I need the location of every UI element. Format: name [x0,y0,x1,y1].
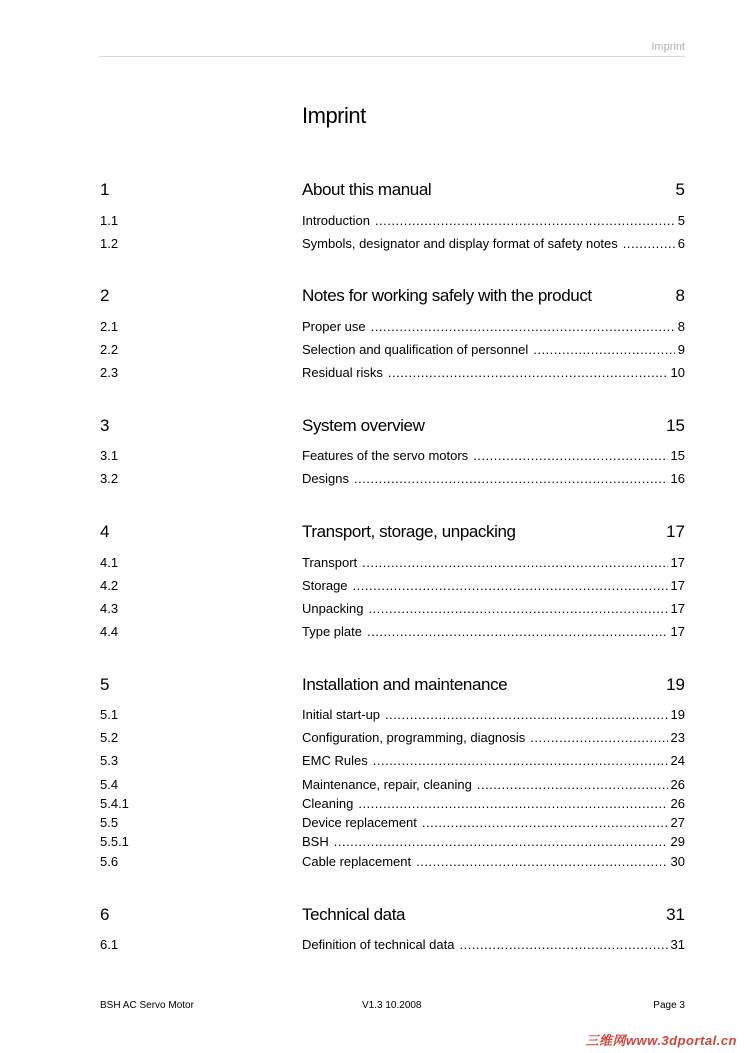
dot-leader [354,471,668,486]
chapter-number: 3 [100,416,110,435]
section-number: 5.6 [100,854,119,869]
footer-version: V1.3 10.2008 [362,1000,422,1011]
section-number: 5.4.1 [100,796,129,811]
toc-section[interactable] [0,342,745,362]
section-number: 4.2 [100,578,119,593]
header-divider [99,56,685,57]
section-title: Device replacement [302,815,417,830]
chapter-number: 2 [100,286,110,305]
dot-leader [388,365,668,380]
dot-leader [367,624,668,639]
chapter-page: 19 [666,675,685,694]
chapter-page: 5 [675,180,685,199]
dot-leader [362,555,667,570]
toc-section[interactable] [0,601,745,621]
chapter-title: Transport, storage, unpacking [302,522,516,541]
section-number: 5.4 [100,777,119,792]
section-number: 4.1 [100,555,119,570]
dot-leader [385,707,667,722]
section-title: Transport [302,555,358,570]
dot-leader [375,213,675,228]
toc-section[interactable] [0,730,745,750]
section-number: 1.1 [100,213,119,228]
toc-chapter-6[interactable] [0,905,745,925]
chapter-number: 6 [100,905,110,924]
section-number: 6.1 [100,937,119,952]
section-page: 27 [670,815,685,830]
dot-leader [459,937,667,952]
section-number: 5.2 [100,730,119,745]
chapter-page: 31 [666,905,685,924]
section-number: 5.5.1 [100,834,129,849]
dot-leader [371,319,675,334]
section-number: 1.2 [100,236,119,251]
section-title: Unpacking [302,601,364,616]
dot-leader [533,342,675,357]
section-title: Definition of technical data [302,937,455,952]
toc-section[interactable] [0,753,745,773]
section-title: Initial start-up [302,707,381,722]
toc-chapter-2[interactable] [0,286,745,306]
chapter-page: 8 [675,286,685,305]
section-page: 15 [670,448,685,463]
section-page: 9 [677,342,685,357]
section-title: Designs [302,471,349,486]
section-number: 4.4 [100,624,119,639]
section-title: Symbols, designator and display format of safety notes [302,236,618,251]
dot-leader [358,796,667,811]
section-page: 26 [670,777,685,792]
dot-leader [416,854,667,869]
section-number: 3.2 [100,471,119,486]
section-title: Configuration, programming, diagnosis [302,730,526,745]
section-page: 31 [670,937,685,952]
chapter-number: 4 [100,522,110,541]
section-number: 5.1 [100,707,119,722]
dot-leader [373,753,668,768]
chapter-title: Notes for working safely with the product [302,286,592,305]
chapter-title: About this manual [302,180,432,199]
dot-leader [473,448,667,463]
toc-section[interactable] [0,471,745,491]
chapter-title: System overview [302,416,425,435]
toc-section[interactable] [0,236,745,256]
toc-section[interactable] [0,854,745,874]
dot-leader [368,601,667,616]
toc-section[interactable] [0,555,745,575]
watermark: 三维网www.3dportal.cn [585,1033,737,1048]
chapter-title: Technical data [302,905,406,924]
section-number: 2.3 [100,365,119,380]
section-page: 17 [670,601,685,616]
footer-page-number: Page 3 [653,1000,685,1011]
section-title: BSH [302,834,329,849]
section-title: EMC Rules [302,753,368,768]
section-title: Proper use [302,319,366,334]
section-title: Selection and qualification of personnel [302,342,529,357]
section-title: Type plate [302,624,362,639]
dot-leader [353,578,668,593]
section-page: 26 [670,796,685,811]
running-header: Imprint [651,41,685,53]
section-title: Storage [302,578,348,593]
toc-section[interactable] [0,365,745,385]
toc-section[interactable] [0,937,745,957]
section-number: 5.5 [100,815,119,830]
section-page: 23 [670,730,685,745]
section-page: 24 [670,753,685,768]
section-number: 4.3 [100,601,119,616]
section-title: Cleaning [302,796,354,811]
section-page: 8 [677,319,685,334]
dot-leader [334,834,668,849]
dot-leader [422,815,668,830]
section-title: Introduction [302,213,370,228]
chapter-number: 5 [100,675,110,694]
section-number: 5.3 [100,753,119,768]
page-title: Imprint [302,102,366,128]
toc-section[interactable] [0,319,745,339]
section-page: 16 [670,471,685,486]
section-page: 5 [677,213,685,228]
section-page: 19 [670,707,685,722]
chapter-page: 15 [666,416,685,435]
section-number: 2.2 [100,342,119,357]
section-title: Maintenance, repair, cleaning [302,777,472,792]
chapter-number: 1 [100,180,110,199]
section-page: 10 [670,365,685,380]
section-page: 30 [670,854,685,869]
toc-section[interactable] [0,448,745,468]
toc-section[interactable] [0,707,745,727]
chapter-title: Installation and maintenance [302,675,508,694]
section-page: 17 [670,578,685,593]
section-number: 3.1 [100,448,119,463]
toc-section[interactable] [0,834,745,854]
section-page: 17 [670,555,685,570]
toc-section[interactable] [0,213,745,233]
toc-chapter-4[interactable] [0,522,745,542]
toc-chapter-5[interactable] [0,675,745,695]
section-page: 29 [670,834,685,849]
dot-leader [530,730,667,745]
toc-section[interactable] [0,624,745,644]
footer-product: BSH AC Servo Motor [100,1000,194,1011]
section-title: Cable replacement [302,854,412,869]
section-page: 6 [677,236,685,251]
toc-chapter-3[interactable] [0,416,745,436]
toc-section[interactable] [0,815,745,835]
dot-leader [623,236,675,251]
toc-section[interactable] [0,777,745,797]
section-title: Residual risks [302,365,383,380]
section-number: 2.1 [100,319,119,334]
section-title: Features of the servo motors [302,448,469,463]
toc-section[interactable] [0,796,745,816]
toc-chapter-1[interactable] [0,180,745,200]
chapter-page: 17 [666,522,685,541]
section-page: 17 [670,624,685,639]
dot-leader [477,777,668,792]
toc-section[interactable] [0,578,745,598]
